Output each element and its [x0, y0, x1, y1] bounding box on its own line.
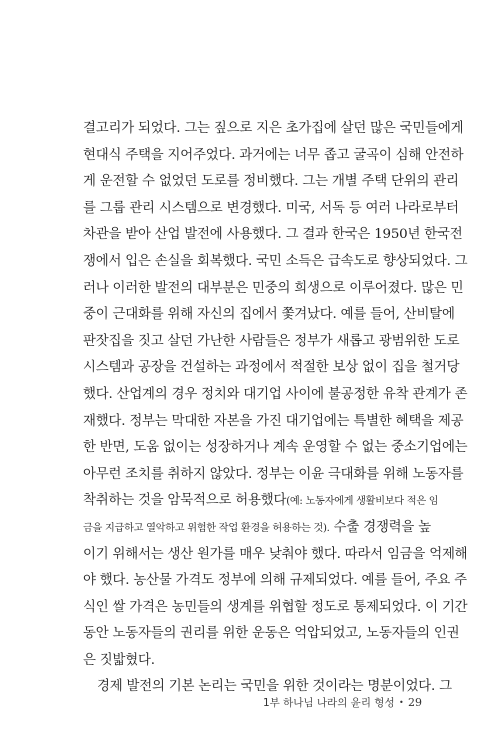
paragraph-first-line: 경제 발전의 기본 논리는 국민을 위한 것이라는 명분이었다. 그: [97, 679, 452, 695]
paragraph-last-line: 은 짓밟혔다.: [83, 652, 155, 668]
text-line: 했다. 산업계의 경우 정치와 대기업 사이에 불공정한 유착 관계가 존: [83, 386, 468, 402]
separator-bullet: •: [398, 698, 404, 707]
page-number: 29: [408, 696, 422, 709]
chapter-title: 1부 하나님 나라의 윤리 형성: [262, 697, 395, 709]
text-line-with-note: [83, 488, 439, 515]
parenthetical-note: (예: 노동자에게 생활비보다 적은 임: [286, 496, 439, 508]
text-line: 중이 근대화를 위해 자신의 집에서 쫓겨났다. 예를 들어, 산비탈에: [83, 307, 455, 323]
text-line: 쟁에서 입은 손실을 회복했다. 국민 소득은 급속도로 향상되었다. 그: [83, 253, 468, 269]
text-line-with-note: [83, 515, 431, 542]
text-line: 야 했다. 농산물 가격도 정부에 의해 규제되었다. 예를 들어, 주요 주: [83, 573, 467, 589]
text-line: 재했다. 정부는 막대한 자본을 가진 대기업에는 특별한 혜택을 제공: [83, 413, 464, 429]
text-line: 판잣집을 짓고 살던 가난한 사람들은 정부가 새롭고 광범위한 도로: [83, 333, 460, 349]
text-line: 차관을 받아 산업 발전에 사용했다. 그 결과 한국은 1950년 한국전: [83, 227, 463, 243]
text-line: 를 그룹 관리 시스템으로 변경했다. 미국, 서독 등 여러 나라로부터: [83, 200, 459, 216]
text-line: 아무런 조치를 취하지 않았다. 정부는 이윤 극대화를 위해 노동자를: [83, 466, 464, 482]
text-line: 현대식 주택을 지어주었다. 과거에는 너무 좁고 굴곡이 심해 안전하: [83, 147, 464, 163]
text-line: 러나 이러한 발전의 대부분은 민중의 희생으로 이루어졌다. 많은 민: [83, 280, 464, 296]
text-line: 한 반면, 도움 없이는 성장하거나 계속 운영할 수 없는 중소기업에는: [83, 440, 468, 456]
text-line: 식인 쌀 가격은 농민들의 생계를 위협할 정도로 통제되었다. 이 기간: [83, 599, 468, 615]
text-segment: 착취하는 것을 암묵적으로 허용했다: [83, 493, 287, 509]
text-line: 게 운전할 수 없었던 도로를 정비했다. 그는 개별 주택 단위의 관리: [83, 174, 459, 190]
text-segment: 수출 경쟁력을 높: [329, 519, 431, 535]
parenthetical-note: 금을 지급하고 열악하고 위험한 작업 환경을 허용하는 것).: [83, 522, 330, 534]
text-line: 동안 노동자들의 권리를 위한 운동은 억압되었고, 노동자들의 인권: [83, 626, 460, 642]
text-line: 이기 위해서는 생산 원가를 매우 낮춰야 했다. 따라서 임금을 억제해: [83, 546, 468, 562]
running-footer: [263, 695, 422, 710]
text-line: 시스템과 공장을 건설하는 과정에서 적절한 보상 없이 집을 철거당: [83, 360, 460, 376]
text-line: 결고리가 되었다. 그는 짚으로 지은 초가집에 살던 많은 국민들에게: [83, 121, 464, 136]
body-text: [83, 116, 468, 701]
